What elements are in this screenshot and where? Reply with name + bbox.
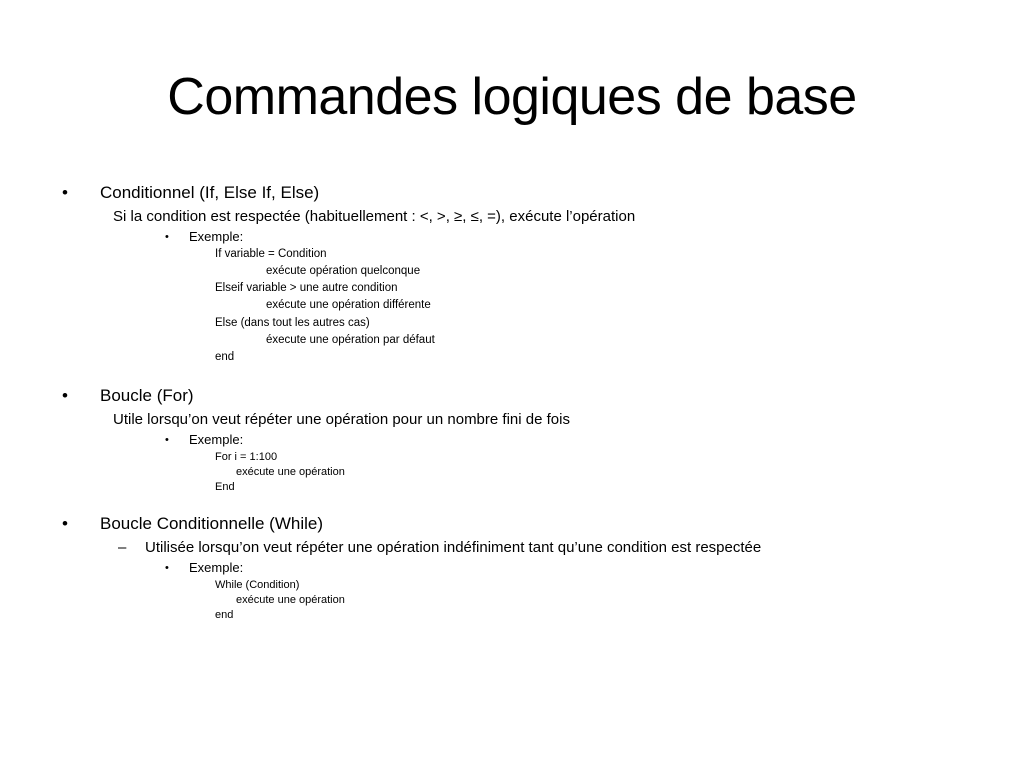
section-heading: Conditionnel (If, Else If, Else) (100, 183, 320, 202)
code-line: If variable = Condition (215, 248, 327, 260)
example-label: Exemple: (189, 560, 244, 575)
code-line: End (215, 481, 235, 493)
bullet-icon: • (62, 386, 68, 405)
bullet-icon: • (62, 183, 68, 202)
example-label: Exemple: (189, 432, 244, 447)
section-description: Utilisée lorsqu’on veut répéter une opération indéfiniment tant qu’une condition est respectée (145, 539, 762, 556)
section-description: Si la condition est respectée (habituellement : <, >, ≥, ≤, =), exécute l’opération (113, 208, 636, 225)
code-line: exécute opération quelconque (266, 265, 421, 277)
code-line: end (215, 609, 234, 621)
code-line: exécute une opération (236, 466, 345, 478)
slide-title: Commandes logiques de base (167, 68, 857, 126)
code-line: While (Condition) (215, 579, 300, 591)
bullet-icon: • (62, 514, 68, 533)
code-line: Else (dans tout les autres cas) (215, 317, 370, 329)
dash-icon: – (118, 539, 127, 556)
section-heading: Boucle (For) (100, 386, 194, 405)
code-line: éxecute une opération par défaut (266, 334, 435, 346)
code-line: For i = 1:100 (215, 451, 278, 463)
bullet-icon: • (165, 231, 169, 243)
section-description: Utile lorsqu’on veut répéter une opération pour un nombre fini de fois (113, 411, 570, 428)
section-heading: Boucle Conditionnelle (While) (100, 514, 324, 533)
example-label: Exemple: (189, 229, 244, 244)
code-line: exécute une opération (236, 594, 345, 606)
code-line: Elseif variable > une autre condition (215, 282, 398, 294)
code-line: end (215, 351, 235, 363)
code-line: exécute une opération différente (266, 299, 431, 311)
bullet-icon: • (165, 562, 169, 574)
bullet-icon: • (165, 434, 169, 446)
